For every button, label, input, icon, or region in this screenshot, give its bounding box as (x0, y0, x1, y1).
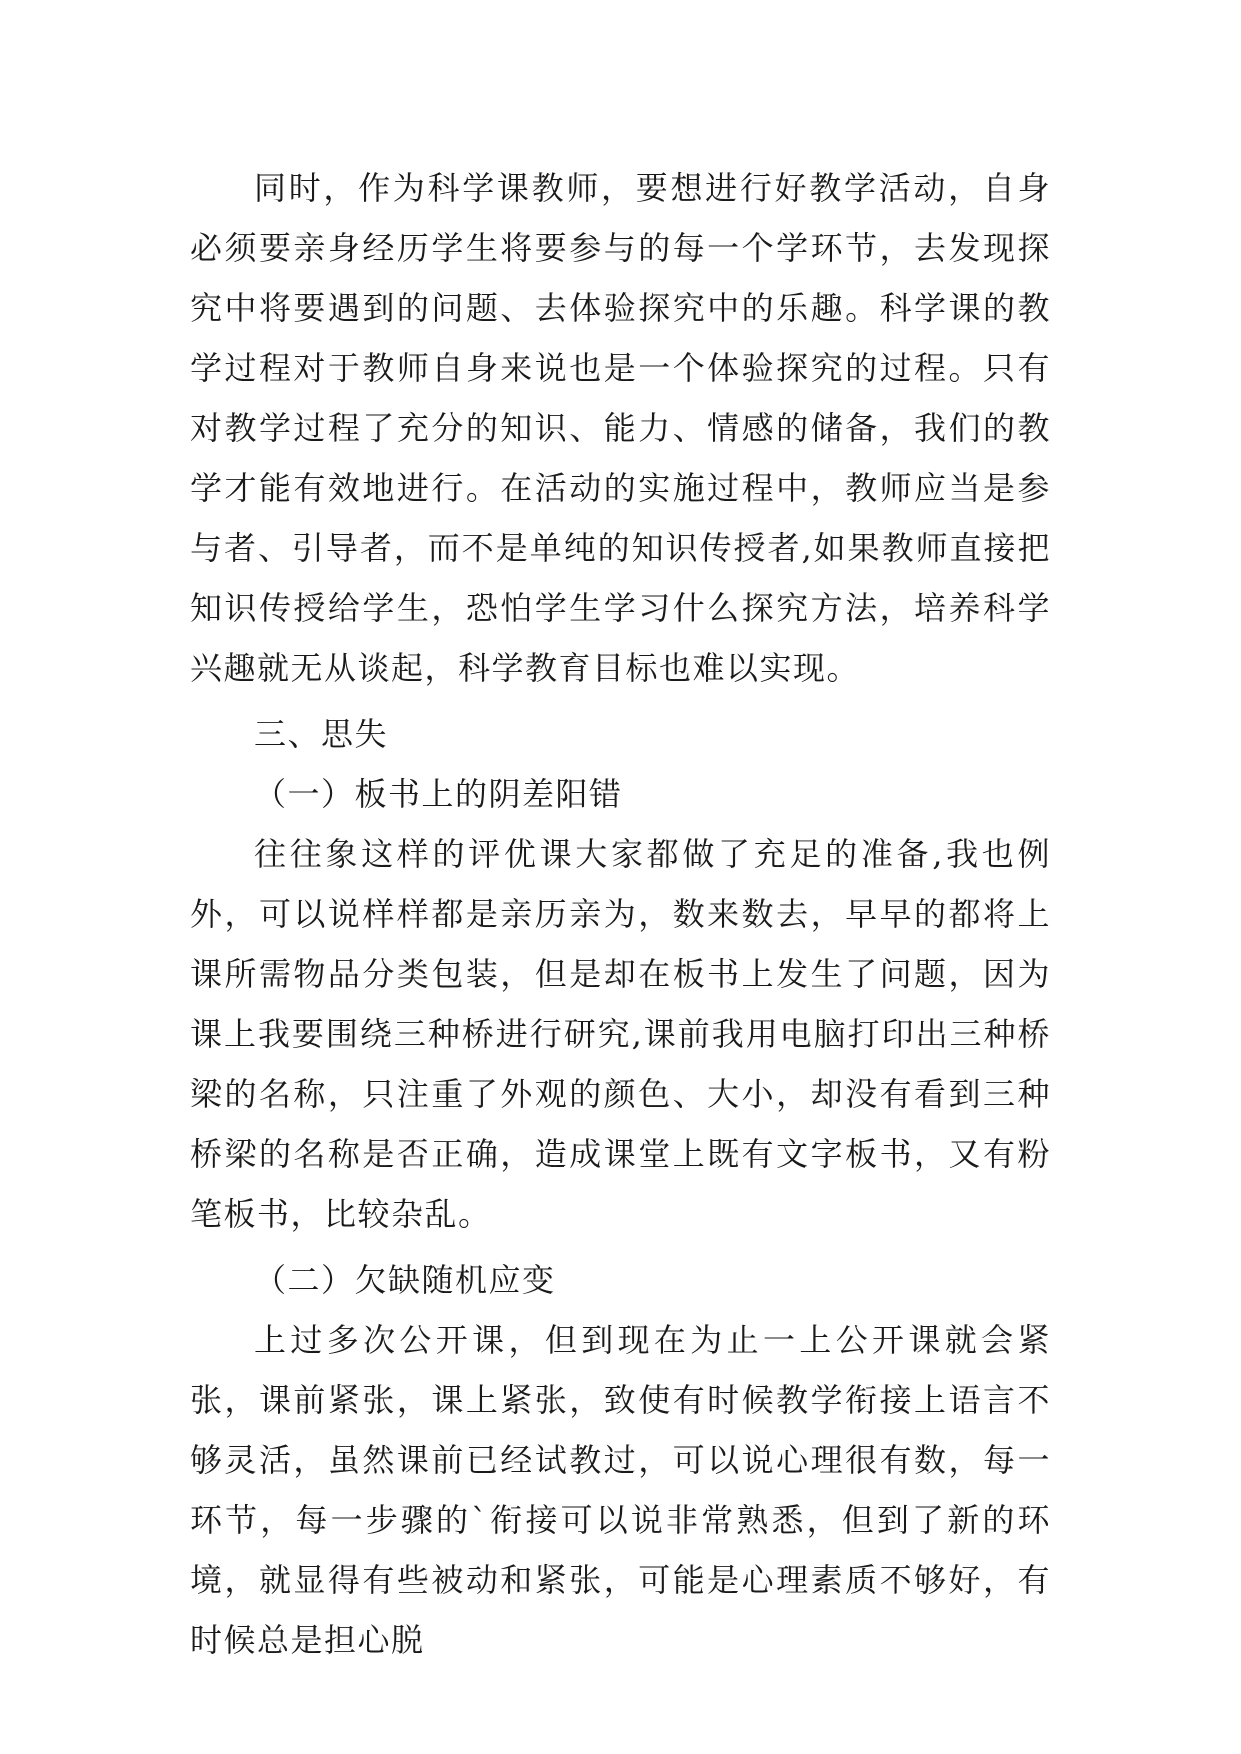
paragraph-adaptability: 上过多次公开课，但到现在为止一上公开课就会紧张，课前紧张，课上紧张，致使有时候教学衔接上语言不够灵活，虽然课前已经试教过，可以说心理很有数，每一环节，每一步骤的`衔接可以说非常熟悉，但到了新的环境，就显得有些被动和紧张，可能是心理素质不够好，有时候总是担心脱 (190, 1321, 1051, 1659)
paragraph-blackboard-errors: 往往象这样的评优课大家都做了充足的准备,我也例外，可以说样样都是亲历亲为，数来数去，早早的都将上课所需物品分类包装，但是却在板书上发生了问题，因为课上我要围绕三种桥进行研究,课前我用电脑打印出三种桥梁的名称，只注重了外观的颜色、大小，却没有看到三种桥梁的名称是否正确，造成课堂上既有文字板书，又有粉笔板书，比较杂乱。 (190, 835, 1051, 1233)
section-heading-reflection: 三、思失 (254, 715, 389, 753)
paragraph-teacher-role: 同时，作为科学课教师，要想进行好教学活动，自身必须要亲身经历学生将要参与的每一个学环节，去发现探究中将要遇到的问题、去体验探究中的乐趣。科学课的教学过程对于教师自身来说也是一个体验探究的过程。只有对教学过程了充分的知识、能力、情感的储备，我们的教学才能有效地进行。在活动的实施过程中，教师应当是参与者、引导者，而不是单纯的知识传授者,如果教师直接把知识传授给学生，恐怕学生学习什么探究方法，培养科学兴趣就无从谈起，科学教育目标也难以实现。 (190, 169, 1051, 687)
subheading-blackboard-errors: （一）板书上的阴差阳错 (254, 775, 623, 813)
subheading-adaptability: （二）欠缺随机应变 (254, 1261, 556, 1299)
document-body (190, 158, 1051, 1670)
